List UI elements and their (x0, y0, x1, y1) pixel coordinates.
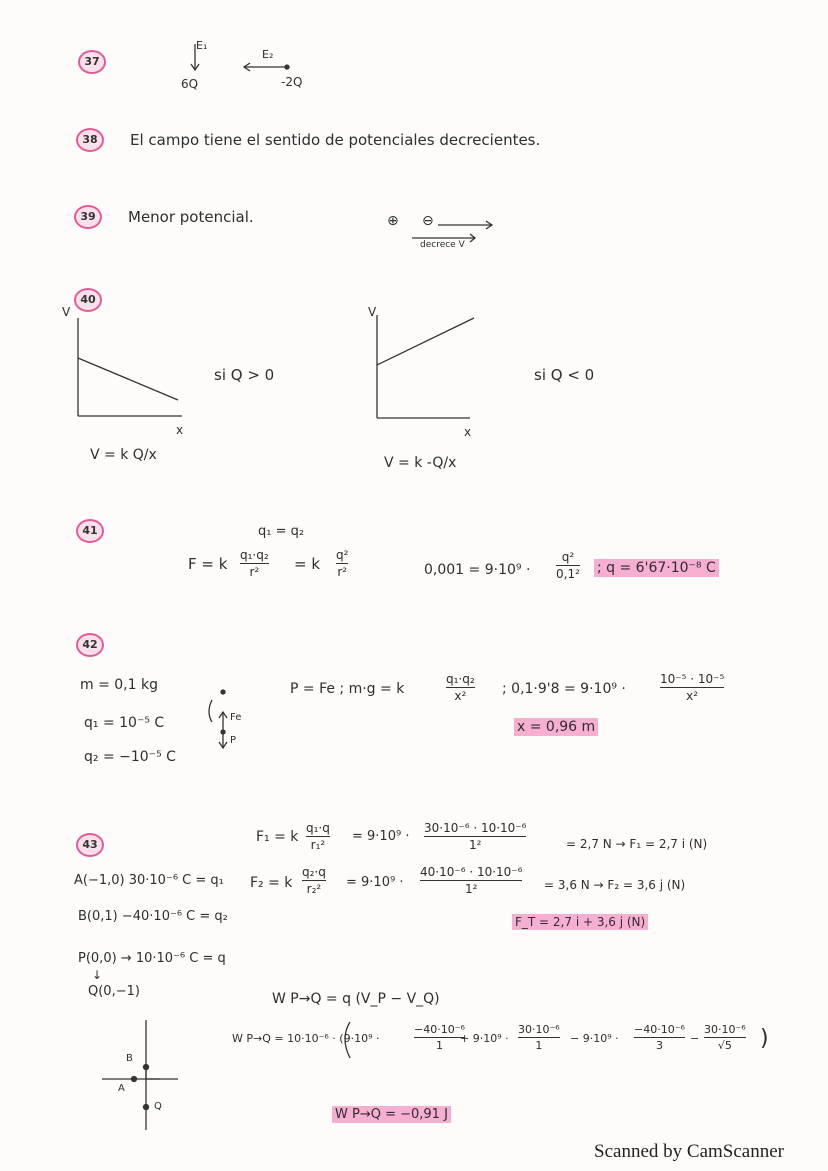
total-force-highlight: F_T = 2,7 i + 3,6 j (N) (512, 914, 648, 930)
problem-42-number: 42 (76, 633, 104, 657)
given-lhs: 0,001 = 9·10⁹ · (424, 562, 531, 578)
frac-num: 30·10⁻⁶ · 10·10⁻⁶ (424, 821, 527, 835)
decrece-v-label: decrece V (420, 240, 465, 250)
f2-result: = 3,6 N → F₂ = 3,6 j (N) (544, 878, 686, 892)
given-fraction (556, 551, 580, 580)
problem-38-number: 38 (76, 128, 104, 152)
work-minus-2: − (690, 1032, 700, 1045)
work-result (332, 1108, 451, 1121)
result-42-highlight: x = 0,96 m (514, 718, 598, 736)
point-b-given: B(0,1) −40·10⁻⁶ C = q₂ (78, 909, 228, 924)
frac-num: −40·10⁻⁶ (414, 1023, 465, 1036)
problem-40-number: 40 (74, 288, 102, 312)
work-result-highlight: W P→Q = −0,91 J (332, 1106, 451, 1123)
camscanner-footer: Scanned by CamScanner (594, 1141, 784, 1162)
x-brace (209, 700, 212, 722)
frac-den: x² (686, 689, 699, 703)
work-frac-1 (414, 1024, 465, 1051)
e2-dot (285, 65, 289, 69)
charge-6q: 6Q (181, 77, 199, 91)
frac-den: 1 (435, 1039, 443, 1052)
work-definition: W P→Q = q (V_P − V_Q) (272, 991, 440, 1007)
minus-charge-icon: ⊖ (422, 213, 434, 229)
p-to-q-arrow: ↓ (92, 968, 103, 982)
frac-den: r₁² (310, 838, 326, 852)
problem-43-number: 43 (76, 833, 104, 857)
q1-given: q₁ = 10⁻⁵ C (84, 715, 165, 731)
e1-label: E₁ (196, 39, 208, 52)
right-formula: V = k -Q/x (384, 455, 457, 471)
work-frac-2 (518, 1024, 560, 1051)
work-frac-3 (634, 1024, 685, 1051)
left-formula: V = k Q/x (90, 447, 157, 463)
coulomb-lhs: F = k (188, 555, 228, 573)
frac-num: q² (561, 550, 575, 564)
result-41-highlight: ; q = 6'67·10⁻⁸ C (594, 559, 719, 577)
work-lhs: W P→Q = 10·10⁻⁶ · (9·10⁹ · (232, 1032, 380, 1045)
q2-given: q₂ = −10⁻⁵ C (84, 749, 176, 765)
work-minus: − 9·10⁹ · (570, 1032, 619, 1045)
work-frac-4 (704, 1024, 746, 1051)
frac-den: 0,1² (556, 567, 580, 581)
f1-lhs: F₁ = k (256, 829, 299, 845)
left-condition: si Q > 0 (214, 366, 275, 384)
work-plus: + 9·10⁹ · (460, 1032, 509, 1045)
f2-fraction (302, 866, 326, 895)
frac-num: 10⁻⁵ · 10⁻⁵ (660, 672, 725, 686)
frac-den: √5 (717, 1039, 732, 1052)
right-axis-v: V (368, 305, 377, 319)
point-q-given: Q(0,−1) (88, 984, 140, 999)
sketch-label-a: A (118, 1083, 125, 1094)
f2-mid: = 9·10⁹ · (346, 875, 404, 890)
frac-num: q₁·q₂ (446, 672, 475, 686)
frac-num: q₁·q (306, 821, 330, 835)
p-label: P (230, 735, 237, 746)
f2-subs-fraction (420, 866, 522, 895)
f1-result: = 2,7 N → F₁ = 2,7 i (N) (566, 837, 708, 851)
f1-subs-fraction (424, 822, 526, 851)
work-close-paren: ) (760, 1026, 769, 1051)
coulomb-mid: = k (294, 555, 321, 573)
frac-den: x² (454, 689, 467, 703)
plus-charge-icon: ⊕ (387, 213, 399, 229)
right-graph-curve (377, 318, 474, 365)
problem-38-text: El campo tiene el sentido de potenciales decrecientes. (130, 131, 541, 149)
frac-num: −40·10⁻⁶ (634, 1023, 685, 1036)
frac-num: q₂·q (302, 865, 326, 879)
equilibrium-fraction (446, 673, 475, 702)
fe-label: Fe (230, 712, 242, 723)
equal-charges: q₁ = q₂ (258, 524, 305, 539)
point-a (132, 1077, 137, 1082)
frac-den: 1 (535, 1039, 543, 1052)
result-42 (514, 720, 598, 734)
frac-den: r² (337, 565, 348, 579)
mass-given: m = 0,1 kg (80, 677, 158, 693)
equilibrium-lhs: P = Fe ; m·g = k (290, 681, 405, 697)
right-axis-x: x (464, 425, 472, 439)
problem-37-number: 37 (78, 50, 106, 74)
left-axis-x: x (176, 423, 184, 437)
frac-den: 3 (655, 1039, 663, 1052)
coulomb-fraction-1 (240, 549, 269, 578)
f1-fraction (306, 822, 330, 851)
left-axis-v: V (62, 305, 71, 319)
e2-label: E₂ (262, 48, 274, 61)
frac-num: 40·10⁻⁶ · 10·10⁻⁶ (420, 865, 523, 879)
equilibrium-subs: ; 0,1·9'8 = 9·10⁹ · (502, 681, 626, 697)
frac-num: 30·10⁻⁶ (518, 1023, 560, 1036)
frac-den: r₂² (306, 882, 322, 896)
sketch-label-b: B (126, 1053, 133, 1064)
point-p-given: P(0,0) → 10·10⁻⁶ C = q (78, 951, 226, 966)
f1-mid: = 9·10⁹ · (352, 829, 410, 844)
result-41 (594, 561, 719, 575)
frac-den: r² (249, 565, 260, 579)
problem-41-number: 41 (76, 519, 104, 543)
frac-num: q² (336, 548, 349, 562)
sketch-label-q: Q (154, 1101, 162, 1112)
problem-39-number: 39 (74, 205, 102, 229)
frac-den: 1² (465, 882, 478, 896)
point-a-given: A(−1,0) 30·10⁻⁶ C = q₁ (74, 873, 224, 888)
charge-minus-2q: -2Q (281, 75, 303, 89)
problem-39-text: Menor potencial. (128, 208, 254, 226)
left-graph-curve (78, 358, 178, 400)
frac-num: 30·10⁻⁶ (704, 1023, 746, 1036)
frac-num: q₁·q₂ (240, 548, 269, 562)
subs-fraction (660, 673, 724, 702)
f2-lhs: F₂ = k (250, 875, 293, 891)
frac-den: 1² (469, 838, 482, 852)
coulomb-fraction-2 (336, 549, 348, 578)
total-force (512, 916, 648, 928)
right-condition: si Q < 0 (534, 366, 595, 384)
point-q (144, 1105, 149, 1110)
